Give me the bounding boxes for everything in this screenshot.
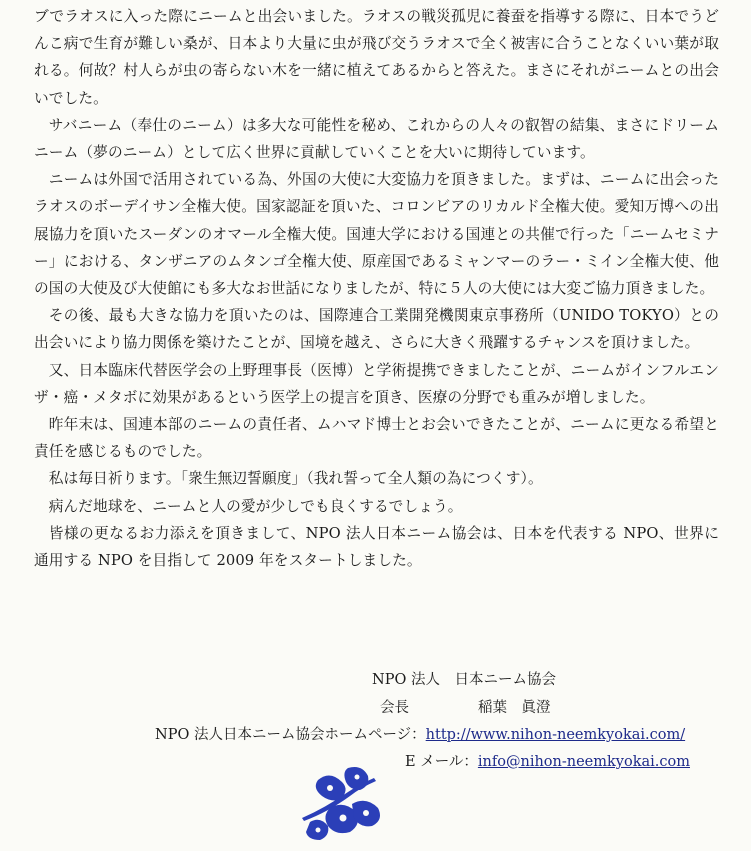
paragraph-medical: 又、日本臨床代替医学会の上野理事長（医博）と学術提携できましたことが、ニームがインフルエンザ・癌・メタボに効果があるという医学上の提言を頂き、医療の分野でも重みが増しました。	[34, 361, 719, 406]
signature-org: NPO 法人 日本ニーム協会	[372, 672, 556, 688]
signature-title: 会長	[380, 700, 409, 716]
homepage-line	[155, 725, 685, 745]
paragraph-sabaneem: サバニーム（奉仕のニーム）は多大な可能性を秘め、これからの人々の叡智の結集、まさにドリームニーム（夢のニーム）として広く世界に貢献していくことを大いに期待しています。	[34, 116, 719, 162]
paragraph-earth: 病んだ地球を、ニームと人の愛が少しでも良くするでしょう。	[48, 497, 463, 515]
neem-flower-icon	[290, 760, 390, 845]
paragraph-ambassadors: ニームは外国で活用されている為、外国の大使に大変協力を頂きました。まずは、ニームに出会ったラオスのボーデイサン全権大使。国家認証を頂いた、コロンビアのリカルド全権大使。愛知万博への出展協力を頂いたスーダンのオマール全権大使。国連大学における国連との共催で行った「ニームセミナー」における、タンザニアのムタンゴ全権大使、原産国であるミャンマーのラー・ミイン全権大使、他の国の大使及び大使館にも多大なお世話になりましたが、特に５人の大使には大変ご協力頂きました。	[34, 171, 719, 298]
paragraph-laos: ブでラオスに入った際にニームと出会いました。ラオスの戦災孤児に養蚕を指導する際に、日本でうどんこ病で生育が難しい桑が、日本より大量に虫が飛び交うラオスで全く被害に合うことなくいい葉が取れる。何故？村人らが虫の寄らない木を一緒に植えてあるからと答えた。まさにそれがニームとの出会いでした。	[34, 8, 719, 107]
email-line	[405, 752, 690, 772]
paragraph-prayer: 私は毎日祈ります。「衆生無辺誓願度」（我れ誓って全人類の為につくす）。	[48, 470, 543, 488]
paragraph-closing: 皆様の更なるお力添えを頂きまして、NPO 法人日本ニーム協会は、日本を代表する NPO、世界に通用する NPO を目指して 2009 年をスタートしました。	[34, 524, 719, 570]
paragraph-un-hq: 昨年末は、国連本部のニームの責任者、ムハマド博士とお会いできたことが、ニームに更なる希望と責任を感じるものでした。	[34, 416, 719, 461]
paragraph-unido: その後、最も大きな協力を頂いたのは、国際連合工業開発機関東京事務所（UNIDO TOKYO）との出会いにより協力関係を築けたことが、国境を越え、さらに大きく飛躍するチャンスを頂けました。	[34, 307, 719, 352]
homepage-link[interactable]: http://www.nihon-neemkyokai.com/	[425, 727, 686, 743]
email-label: E メール：	[405, 754, 478, 770]
email-link[interactable]: info@nihon-neemkyokai.com	[477, 754, 690, 770]
homepage-label: NPO 法人日本ニーム協会ホームページ：	[155, 727, 426, 743]
signature-name: 稲葉 眞澄	[478, 700, 551, 716]
